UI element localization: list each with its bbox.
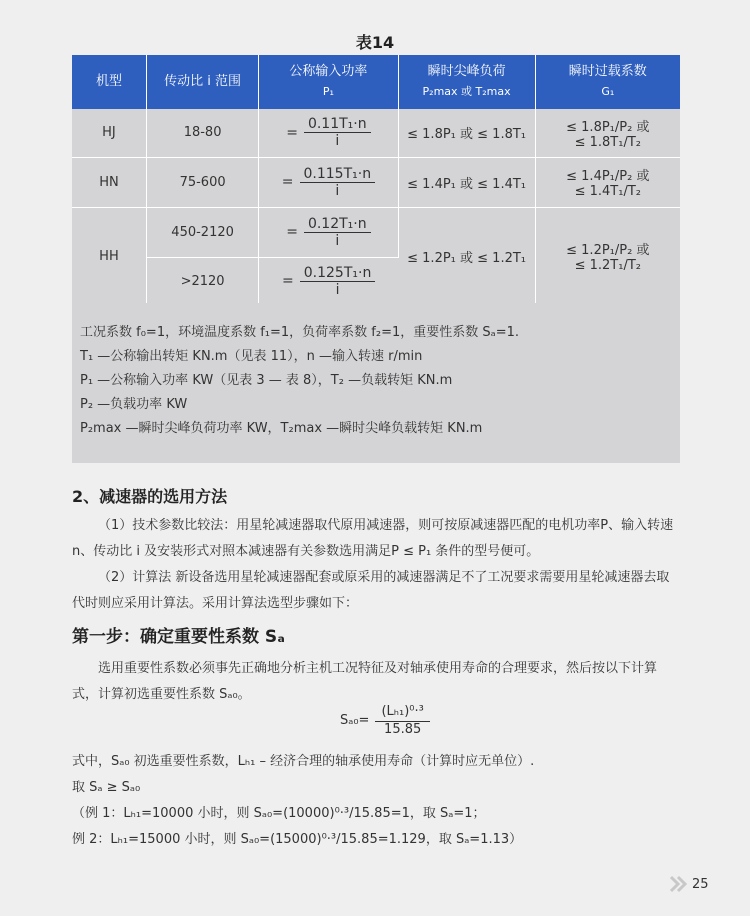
- header-power: 公称输入功率 P₁: [259, 55, 398, 109]
- cell-overload: ≤ 1.2P₁/P₂ 或 ≤ 1.2T₁/T₂: [535, 207, 680, 305]
- formula-numerator: (Lₕ₁)⁰·³: [375, 704, 429, 722]
- selection-rule: 取 Sₐ ≥ Sₐ₀: [72, 780, 141, 795]
- paragraph-comparison: （1）技术参数比较法：用星轮减速器取代原用减速器，则可按原减速器匹配的电机功率P、输入转速n、传动比 i 及安装形式对照本减速器有关参数选用满足P ≤ P₁ 条件的型号便可。: [72, 518, 674, 559]
- cell-model: HN: [72, 157, 146, 207]
- table-row: [72, 109, 680, 157]
- cell-overload: ≤ 1.8P₁/P₂ 或 ≤ 1.8T₁/T₂: [535, 109, 680, 157]
- cell-ratio: 450-2120: [146, 207, 258, 257]
- table-notes: [72, 303, 680, 463]
- paragraph-step: 选用重要性系数必须事先正确地分析主机工况特征及对轴承使用寿命的合理要求，然后按以下计算式，计算初选重要性系数 Sₐ₀。: [72, 661, 658, 702]
- note-line: P₂ —负载功率 KW: [80, 397, 188, 412]
- note-line: P₁ —公称输入功率 KW（见表 3 — 表 8），T₂ —负载转矩 KN.m: [80, 373, 453, 388]
- spec-table: [72, 55, 680, 306]
- header-overload: 瞬时过载系数 G₁: [535, 55, 680, 109]
- page-number: 25: [692, 877, 709, 892]
- table-row: [72, 207, 680, 257]
- header-peak: 瞬时尖峰负荷 P₂max 或 T₂max: [398, 55, 535, 109]
- cell-ratio: 18-80: [146, 109, 258, 157]
- chevron-right-icon: [668, 874, 688, 894]
- cell-ratio: 75-600: [146, 157, 258, 207]
- table-title: 表14: [355, 33, 395, 52]
- paragraph-calculation: （2）计算法 新设备选用星轮减速器配套或原采用的减速器满足不了工况要求需要用星轮减速器去取代时则应采用计算法。采用计算法选型步骤如下：: [72, 570, 670, 611]
- table-header-row: [72, 55, 680, 109]
- note-line: P₂max —瞬时尖峰负荷功率 KW，T₂max —瞬时尖峰负载转矩 KN.m: [80, 421, 483, 436]
- section-title: 2、减速器的选用方法: [72, 487, 228, 506]
- header-model: 机型: [72, 55, 146, 109]
- formula: [340, 704, 430, 737]
- cell-peak: ≤ 1.2P₁ 或 ≤ 1.2T₁: [398, 207, 535, 305]
- cell-peak: ≤ 1.4P₁ 或 ≤ 1.4T₁: [398, 157, 535, 207]
- table-row: [72, 157, 680, 207]
- cell-overload: ≤ 1.4P₁/P₂ 或 ≤ 1.4T₁/T₂: [535, 157, 680, 207]
- note-line: 工况系数 f₀=1，环境温度系数 f₁=1，负荷率系数 f₂=1，重要性系数 Sₐ=1.: [80, 325, 520, 340]
- formula-lhs: Sₐ₀=: [340, 713, 370, 728]
- cell-peak: ≤ 1.8P₁ 或 ≤ 1.8T₁: [398, 109, 535, 157]
- cell-ratio: >2120: [146, 257, 258, 305]
- example-1: （例 1：Lₕ₁=10000 小时，则 Sₐ₀=(10000)⁰·³/15.85=1，取 Sₐ=1；: [72, 806, 486, 821]
- cell-power: = $\frac{\text{0.11T₁·n}}{i}$: [259, 109, 398, 157]
- cell-power: = $\frac{\text{0.115T₁·n}}{i}$: [259, 157, 398, 207]
- cell-power: = $\frac{\text{0.125T₁·n}}{i}$: [259, 257, 398, 305]
- cell-model: HJ: [72, 109, 146, 157]
- note-line: T₁ —公称输出转矩 KN.m（见表 11），n —输入转速 r/min: [80, 349, 423, 364]
- cell-model: HH: [72, 207, 146, 305]
- example-2: 例 2：Lₕ₁=15000 小时，则 Sₐ₀=(15000)⁰·³/15.85=1.129，取 Sₐ=1.13）: [72, 832, 523, 847]
- formula-denominator: 15.85: [384, 722, 422, 737]
- cell-power: = $\frac{\text{0.12T₁·n}}{i}$: [259, 207, 398, 257]
- step-title: 第一步：确定重要性系数 Sₐ: [72, 627, 285, 647]
- formula-explanation: 式中，Sₐ₀ 初选重要性系数，Lₕ₁ – 经济合理的轴承使用寿命（计算时应无单位）.: [72, 754, 535, 769]
- header-ratio: 传动比 i 范围: [146, 55, 258, 109]
